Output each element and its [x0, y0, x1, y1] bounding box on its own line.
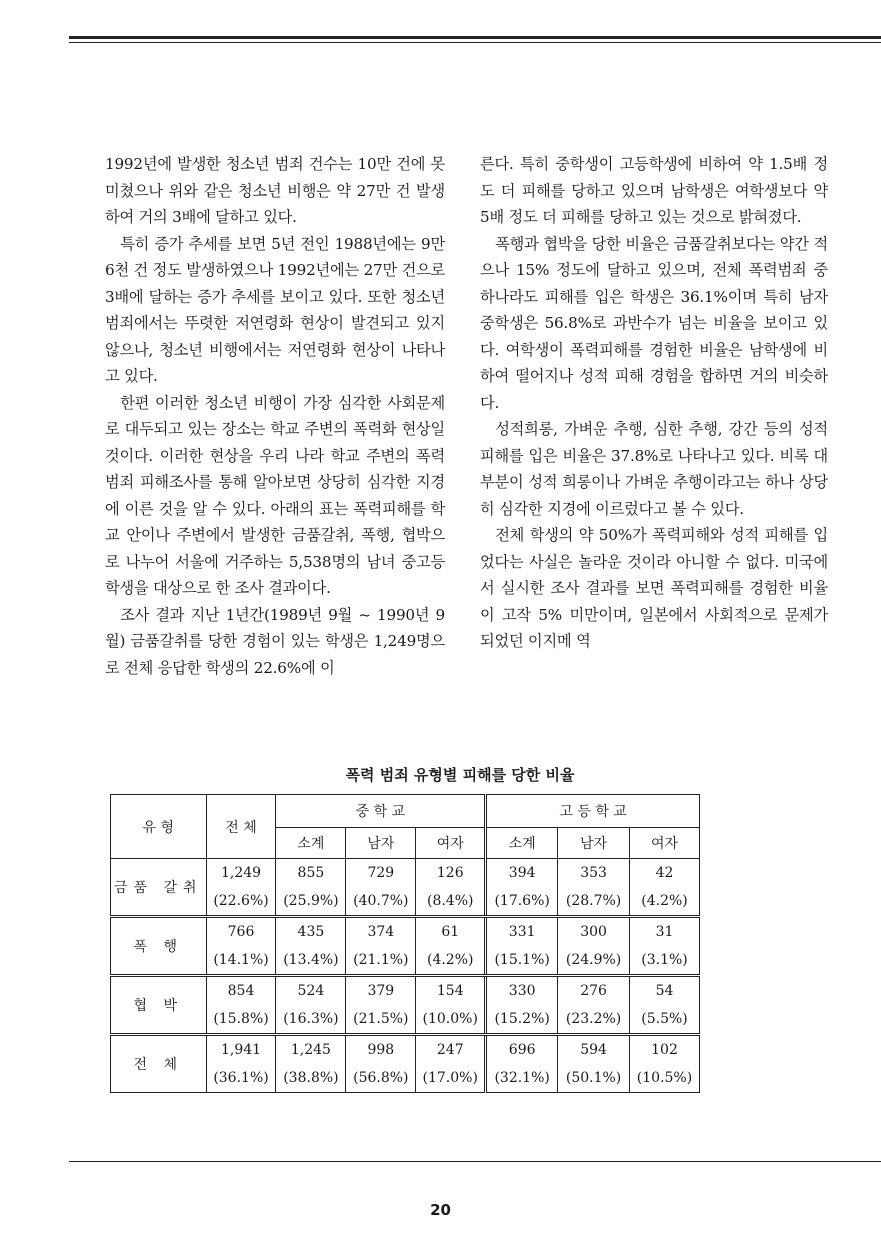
cell-percent: (5.5%) [641, 1011, 688, 1027]
cell-count: 766 [227, 924, 255, 940]
cell-percent: (15.2%) [494, 1011, 550, 1027]
cell-percent: (17.0%) [422, 1070, 478, 1086]
table-cell [276, 917, 346, 976]
cell-percent: (3.1%) [641, 952, 688, 968]
page-number: 20 [430, 1201, 451, 1219]
cell-count: 353 [580, 865, 607, 881]
cell-count: 374 [367, 924, 395, 940]
subheader-high-female: 여자 [630, 828, 700, 859]
subheader-middle-subtotal: 소계 [276, 828, 346, 859]
cell-percent: (13.4%) [283, 952, 339, 968]
cell-count: 331 [508, 924, 536, 940]
table-cell [276, 1035, 346, 1093]
cell-percent: (28.7%) [565, 893, 622, 909]
paragraph: 폭행과 협박을 당한 비율은 금품갈취보다는 약간 적으나 15% 정도에 달하고 있으며, 전체 폭력범죄 중 하나라도 피해를 입은 학생은 36.1%이며 특히 남자 중학생은 56.8%로 과반수가 넘는 비율을 보이고 있다. 여학생이 폭력피해를 경험한 비율은 남학생에 비하여 떨어지나 성적 피해 경험을 합하면 거의 비슷하다. [480, 234, 828, 412]
cell-count: 394 [508, 865, 536, 881]
cell-percent: (50.1%) [565, 1070, 622, 1086]
cell-percent: (17.6%) [494, 893, 550, 909]
right-text-column [480, 151, 828, 655]
table-cell [486, 917, 558, 976]
table-cell [276, 859, 346, 917]
table-row [111, 1035, 700, 1093]
cell-percent: (22.6%) [213, 893, 269, 909]
table-cell [486, 1035, 558, 1093]
bottom-rule [69, 1161, 881, 1162]
table-cell [630, 859, 700, 917]
cell-count: 998 [367, 1042, 395, 1058]
cell-count: 61 [441, 924, 460, 940]
table-cell [558, 976, 630, 1035]
top-rule-thick [69, 36, 881, 39]
table-row [111, 976, 700, 1035]
table-cell [416, 1035, 486, 1093]
cell-percent: (36.1%) [213, 1070, 269, 1086]
table-cell [630, 917, 700, 976]
cell-percent: (4.2%) [641, 893, 688, 909]
paragraph: 1992년에 발생한 청소년 범죄 건수는 10만 건에 못 미쳤으나 위와 같은 청소년 비행은 약 27만 건 발생하여 거의 3배에 달하고 있다. [105, 155, 445, 226]
victimization-table [110, 794, 700, 1093]
cell-count: 42 [655, 865, 674, 881]
row-category: 전 체 [111, 1035, 207, 1093]
table-row [111, 917, 700, 976]
cell-percent: (21.5%) [353, 1011, 409, 1027]
table-cell [630, 976, 700, 1035]
cell-count: 276 [580, 983, 607, 999]
cell-count: 696 [508, 1042, 536, 1058]
paragraph: 성적희롱, 가벼운 추행, 심한 추행, 강간 등의 성적 피해를 입은 비율은 37.8%로 나타나고 있다. 비록 대부분이 성적 희롱이나 가벼운 추행이라고는 하나 상당히 심각한 지경에 이르렀다고 볼 수 있다. [480, 420, 828, 518]
table-row [111, 859, 700, 917]
top-rule-thin [69, 42, 881, 43]
table-cell [558, 1035, 630, 1093]
cell-count: 102 [651, 1042, 678, 1058]
cell-percent: (14.1%) [213, 952, 269, 968]
cell-count: 435 [297, 924, 325, 940]
paragraph: 한편 이러한 청소년 비행이 가장 심각한 사회문제로 대두되고 있는 장소는 학교 주변의 폭력화 현상일 것이다. 이러한 현상을 우리 나라 학교 주변의 폭력범죄 피해조사를 통해 알아보면 상당히 심각한 지경에 이른 것을 알 수 있다. 아래의 표는 폭력피해를 학교 안이나 주변에서 발생한 금품갈취, 폭행, 협박으로 나누어 서울에 거주하는 5,538명의 남녀 중고등학생을 대상으로 한 조사 결과이다. [105, 393, 445, 597]
table-cell [630, 1035, 700, 1093]
cell-percent: (15.8%) [213, 1011, 269, 1027]
cell-count: 300 [580, 924, 607, 940]
cell-percent: (16.3%) [283, 1011, 339, 1027]
row-category: 폭 행 [111, 917, 207, 976]
cell-count: 1,941 [220, 1042, 262, 1058]
subheader-middle-male: 남자 [346, 828, 416, 859]
cell-count: 154 [436, 983, 464, 999]
table-cell [416, 917, 486, 976]
table-cell [486, 859, 558, 917]
cell-percent: (25.9%) [283, 893, 339, 909]
cell-count: 594 [580, 1042, 607, 1058]
table-cell [346, 859, 416, 917]
subheader-high-subtotal: 소계 [486, 828, 558, 859]
cell-count: 524 [297, 983, 325, 999]
paragraph: 전체 학생의 약 50%가 폭력피해와 성적 피해를 입었다는 사실은 놀라운 것이라 아니할 수 없다. 미국에서 실시한 조사 결과를 보면 폭력피해를 경험한 비율이 고작 5% 미만이며, 일본에서 사회적으로 문제가 되었던 이지메 역 [480, 526, 828, 650]
table-cell [346, 1035, 416, 1093]
table-cell [558, 859, 630, 917]
paragraph: 조사 결과 지난 1년간(1989년 9월 ~ 1990년 9월) 금품갈취를 당한 경험이 있는 학생은 1,249명으로 전체 응답한 학생의 22.6%에 이 [105, 605, 445, 677]
table-cell [558, 917, 630, 976]
cell-count: 1,245 [290, 1042, 331, 1058]
cell-count: 330 [508, 983, 536, 999]
cell-percent: (8.4%) [426, 893, 474, 909]
cell-count: 1,249 [220, 865, 262, 881]
table-cell [206, 859, 276, 917]
left-text-column [105, 151, 445, 681]
cell-count: 855 [297, 865, 325, 881]
cell-count: 247 [436, 1042, 464, 1058]
cell-count: 854 [227, 983, 255, 999]
cell-count: 54 [655, 983, 674, 999]
row-category: 금품 갈취 [111, 859, 207, 917]
cell-percent: (4.2%) [426, 952, 474, 968]
table-cell [486, 976, 558, 1035]
table-cell [206, 1035, 276, 1093]
cell-percent: (38.8%) [283, 1070, 339, 1086]
paragraph: 른다. 특히 중학생이 고등학생에 비하여 약 1.5배 정도 더 피해를 당하고 있으며 남학생은 여학생보다 약 5배 정도 더 피해를 당하고 있는 것으로 밝혀졌다. [480, 155, 828, 226]
header-middle-school: 중 학 교 [276, 795, 486, 828]
table-cell [346, 976, 416, 1035]
cell-percent: (15.1%) [494, 952, 550, 968]
cell-percent: (24.9%) [565, 952, 622, 968]
cell-count: 729 [367, 865, 395, 881]
table-cell [276, 976, 346, 1035]
cell-percent: (32.1%) [494, 1070, 550, 1086]
header-high-school: 고 등 학 교 [486, 795, 700, 828]
table-cell [416, 976, 486, 1035]
cell-percent: (56.8%) [353, 1070, 409, 1086]
table-body [111, 859, 700, 1093]
paragraph: 특히 증가 추세를 보면 5년 전인 1988년에는 9만 6천 건 정도 발생하였으나 1992년에는 27만 건으로 3배에 달하는 증가 추세를 보이고 있다. 또한 청소년 범죄에서는 뚜렷한 저연령화 현상이 발견되고 있지 않으나, 청소년 비행에서는 저연령화 현상이 나타나고 있다. [105, 234, 446, 385]
cell-percent: (10.0%) [422, 1011, 478, 1027]
cell-percent: (40.7%) [353, 893, 409, 909]
cell-percent: (23.2%) [565, 1011, 622, 1027]
cell-count: 126 [436, 865, 464, 881]
table-cell [346, 917, 416, 976]
row-category: 협 박 [111, 976, 207, 1035]
cell-count: 379 [367, 983, 395, 999]
cell-count: 31 [655, 924, 674, 940]
subheader-middle-female: 여자 [416, 828, 486, 859]
cell-percent: (21.1%) [353, 952, 409, 968]
table-title: 폭력 범죄 유형별 피해를 당한 비율 [345, 766, 575, 784]
cell-percent: (10.5%) [636, 1070, 693, 1086]
table-cell [206, 976, 276, 1035]
header-total: 전 체 [206, 795, 276, 859]
header-type: 유 형 [111, 795, 207, 859]
subheader-high-male: 남자 [558, 828, 630, 859]
table-cell [206, 917, 276, 976]
table-cell [416, 859, 486, 917]
